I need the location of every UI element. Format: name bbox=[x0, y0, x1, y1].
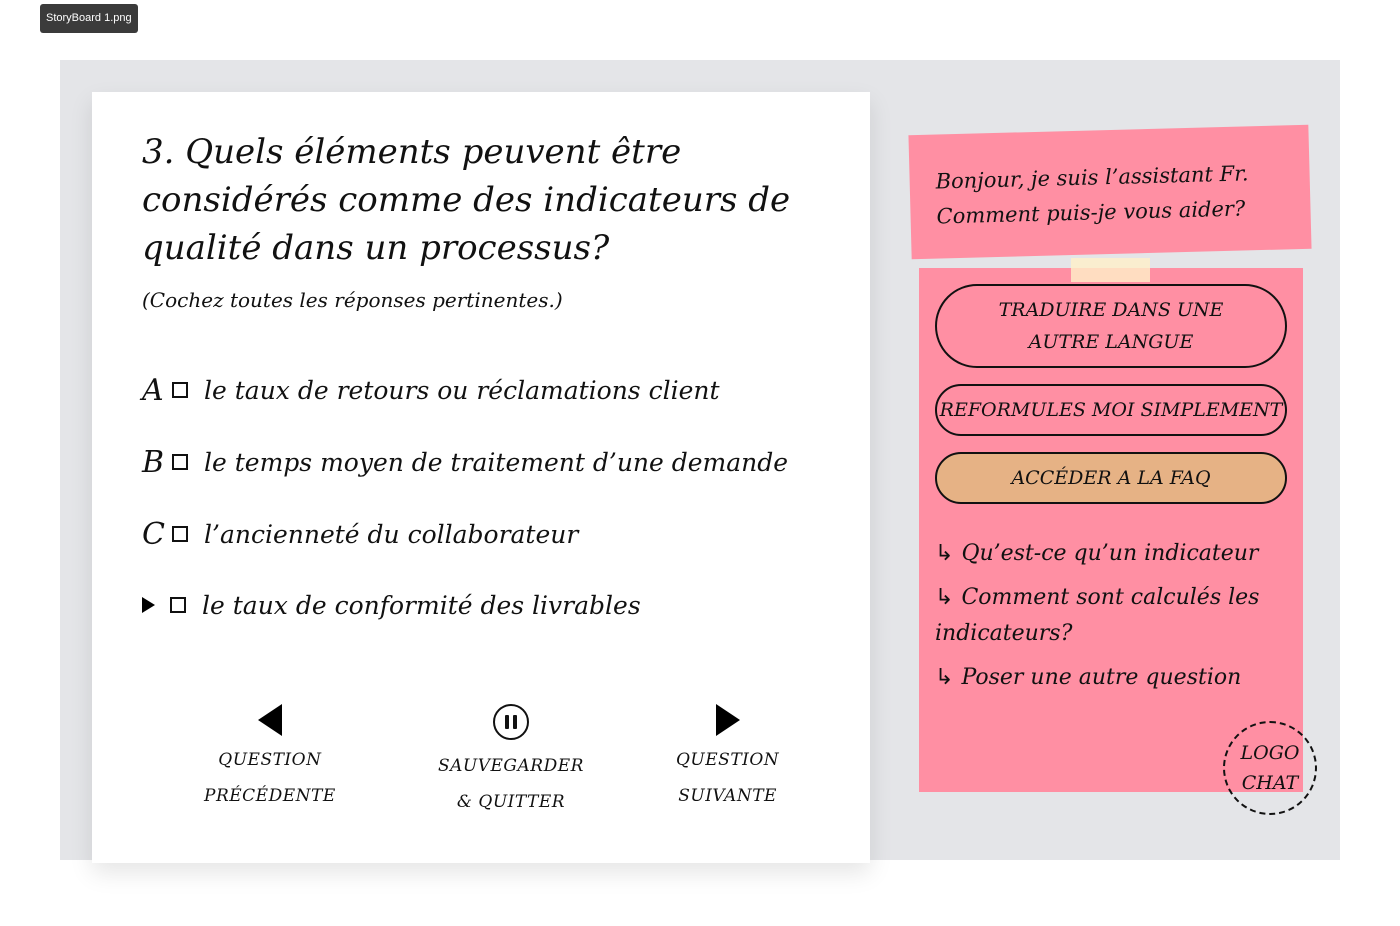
quiz-card bbox=[92, 92, 870, 863]
answer-option-a[interactable] bbox=[142, 370, 720, 410]
faq-link-indicator[interactable] bbox=[935, 536, 1287, 572]
faq-button[interactable]: ACCÉDER A LA FAQ bbox=[935, 452, 1287, 504]
option-letter: C bbox=[142, 516, 165, 552]
next-label-line2: SUIVANTE bbox=[678, 786, 777, 806]
option-text: le taux de retours ou réclamations client bbox=[204, 375, 720, 405]
chat-logo-placeholder[interactable] bbox=[1223, 721, 1317, 815]
tape-strip bbox=[1071, 258, 1150, 282]
triangle-right-icon bbox=[716, 704, 740, 736]
faq-link-calculation[interactable] bbox=[935, 580, 1287, 652]
faq-link-text: Qu’est-ce qu’un indicateur bbox=[961, 541, 1259, 566]
next-label-line1: QUESTION bbox=[676, 750, 780, 770]
option-checkbox[interactable] bbox=[170, 597, 186, 613]
faq-link-text: Poser une autre question bbox=[961, 665, 1242, 690]
option-letter: B bbox=[142, 444, 165, 480]
return-arrow-icon: ↳ bbox=[935, 585, 954, 610]
assistant-panel bbox=[919, 268, 1303, 792]
pause-circle-icon bbox=[493, 704, 529, 740]
return-arrow-icon: ↳ bbox=[935, 541, 954, 566]
assistant-greeting-note bbox=[908, 125, 1311, 259]
answer-option-b[interactable] bbox=[142, 442, 788, 482]
previous-question-button[interactable] bbox=[204, 704, 336, 814]
option-checkbox[interactable] bbox=[172, 526, 188, 542]
save-label-line1: SAUVEGARDER bbox=[438, 756, 584, 776]
translate-button[interactable]: TRADUIRE DANS UNE AUTRE LANGUE bbox=[935, 284, 1287, 368]
save-label-line2: & QUITTER bbox=[456, 792, 566, 812]
answer-option-c[interactable] bbox=[142, 514, 578, 554]
save-quit-button[interactable] bbox=[438, 704, 584, 820]
assistant-greeting bbox=[935, 156, 1250, 234]
greeting-line1: Bonjour, je suis l’assistant Fr. bbox=[935, 161, 1249, 194]
option-checkbox[interactable] bbox=[172, 382, 188, 398]
next-question-button[interactable] bbox=[676, 704, 779, 814]
faq-link-other-question[interactable] bbox=[935, 660, 1287, 696]
previous-label-line2: PRÉCÉDENTE bbox=[204, 786, 336, 806]
previous-label-line1: QUESTION bbox=[218, 750, 322, 770]
rephrase-button[interactable]: REFORMULES MOI SIMPLEMENT bbox=[935, 384, 1287, 436]
question-title: 3. Quels éléments peuvent être considérés comme des indicateurs de qualité dans un processus? bbox=[142, 132, 791, 268]
option-text: l’ancienneté du collaborateur bbox=[204, 519, 579, 549]
option-checkbox[interactable] bbox=[172, 454, 188, 470]
play-marker-icon bbox=[142, 597, 155, 613]
question-hint: (Cochez toutes les réponses pertinentes.) bbox=[142, 288, 563, 312]
answer-option-d[interactable] bbox=[142, 585, 641, 625]
option-text: le temps moyen de traitement d’une demande bbox=[204, 447, 789, 477]
triangle-left-icon bbox=[258, 704, 282, 736]
greeting-line2: Comment puis-je vous aider? bbox=[936, 196, 1246, 229]
logo-line1: LOGO bbox=[1240, 742, 1300, 764]
faq-link-text: Comment sont calculés les indicateurs? bbox=[935, 585, 1260, 646]
return-arrow-icon: ↳ bbox=[935, 665, 954, 690]
logo-line2: CHAT bbox=[1241, 772, 1299, 794]
option-text: le taux de conformité des livrables bbox=[202, 590, 641, 620]
option-letter: A bbox=[142, 372, 164, 408]
file-name-tag: StoryBoard 1.png bbox=[40, 4, 138, 33]
